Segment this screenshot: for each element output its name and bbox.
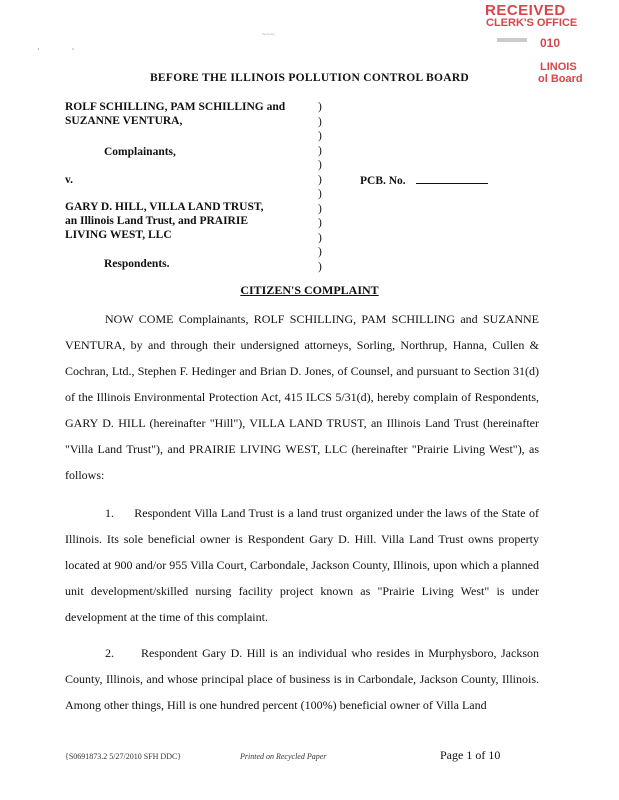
footer-doc-id: {S0691873.2 5/27/2010 SFH DDC} bbox=[65, 752, 182, 761]
respondents-line-3: LIVING WEST, LLC bbox=[65, 229, 172, 241]
received-stamp-state: LINOIS bbox=[540, 61, 577, 73]
received-stamp-title: RECEIVED bbox=[485, 2, 566, 19]
complainants-line-2: SUZANNE VENTURA, bbox=[65, 115, 183, 127]
scan-artifact: · · bbox=[37, 45, 75, 54]
complainants-line-1: ROLF SCHILLING, PAM SCHILLING and bbox=[65, 101, 286, 113]
stamp-date-smudge bbox=[497, 38, 527, 42]
intro-paragraph bbox=[65, 306, 539, 488]
paragraph-2-text: Respondent Gary D. Hill is an individual who resides in Murphysboro, Jackson County, Illinois, and whose principal place of business is in Carbondale, Jackson County, Illinois. Among other things, Hill is one hundred percent (100%) beneficial owner of Villa Land bbox=[65, 646, 540, 712]
respondents-line-1: GARY D. HILL, VILLA LAND TRUST, bbox=[65, 201, 264, 213]
pcb-blank-line bbox=[416, 173, 488, 184]
caption-parentheses: ) ) ) ) ) ) ) ) ) ) ) ) bbox=[318, 101, 322, 273]
paragraph-2 bbox=[65, 640, 539, 718]
intro-text: NOW COME Complainants, ROLF SCHILLING, PAM SCHILLING and SUZANNE VENTURA, by and through their undersigned attorneys, Sorling, Northrup, Hanna, Cullen & Cochran, Ltd., Stephen F. Hedinger and Brian D. Jones, of Counsel, and pursuant to Section 31(d) of the Illinois Environmental Protection Act, 415 ILCS 5/31(d), hereby complain of Respondents, GARY D. HILL (hereinafter "Hill"), VILLA LAND TRUST, an Illinois Land Trust (hereinafter "Villa Land Trust"), and PRAIRIE LIVING WEST, LLC (hereinafter "Prairie Living West"), as follows: bbox=[65, 312, 539, 482]
received-stamp-date: 010 bbox=[540, 36, 561, 50]
complaint-title: CITIZEN'S COMPLAINT bbox=[240, 283, 379, 297]
pcb-number-field bbox=[360, 173, 488, 187]
footer-paper-note: Printed on Recycled Paper bbox=[240, 752, 327, 761]
pcb-label: PCB. No. bbox=[360, 175, 406, 187]
complainants-label: Complainants, bbox=[104, 146, 176, 158]
page-heading: BEFORE THE ILLINOIS POLLUTION CONTROL BOARD bbox=[149, 72, 470, 84]
received-stamp-office: CLERK'S OFFICE bbox=[486, 17, 578, 29]
page-number: Page 1 of 10 bbox=[440, 748, 501, 762]
paragraph-1-number: 1. bbox=[105, 506, 114, 520]
paragraph-1-text: Respondent Villa Land Trust is a land trust organized under the laws of the State of Illinois. Its sole beneficial owner is Respondent Gary D. Hill. Villa Land Trust owns property located at 900 and/or 955 Villa Court, Carbondale, Jackson County, Illinois, upon which a planned unit development/skilled nursing facility project known as "Prairie Living West" is under development at the time of this complaint. bbox=[65, 506, 540, 624]
respondents-label: Respondents. bbox=[104, 258, 170, 270]
paragraph-1 bbox=[65, 500, 539, 630]
scan-artifact: ~~~ bbox=[262, 30, 275, 39]
paragraph-2-number: 2. bbox=[105, 646, 114, 660]
received-stamp-board: ol Board bbox=[538, 73, 583, 85]
versus: v. bbox=[65, 174, 73, 186]
respondents-line-2: an Illinois Land Trust, and PRAIRIE bbox=[65, 215, 249, 227]
